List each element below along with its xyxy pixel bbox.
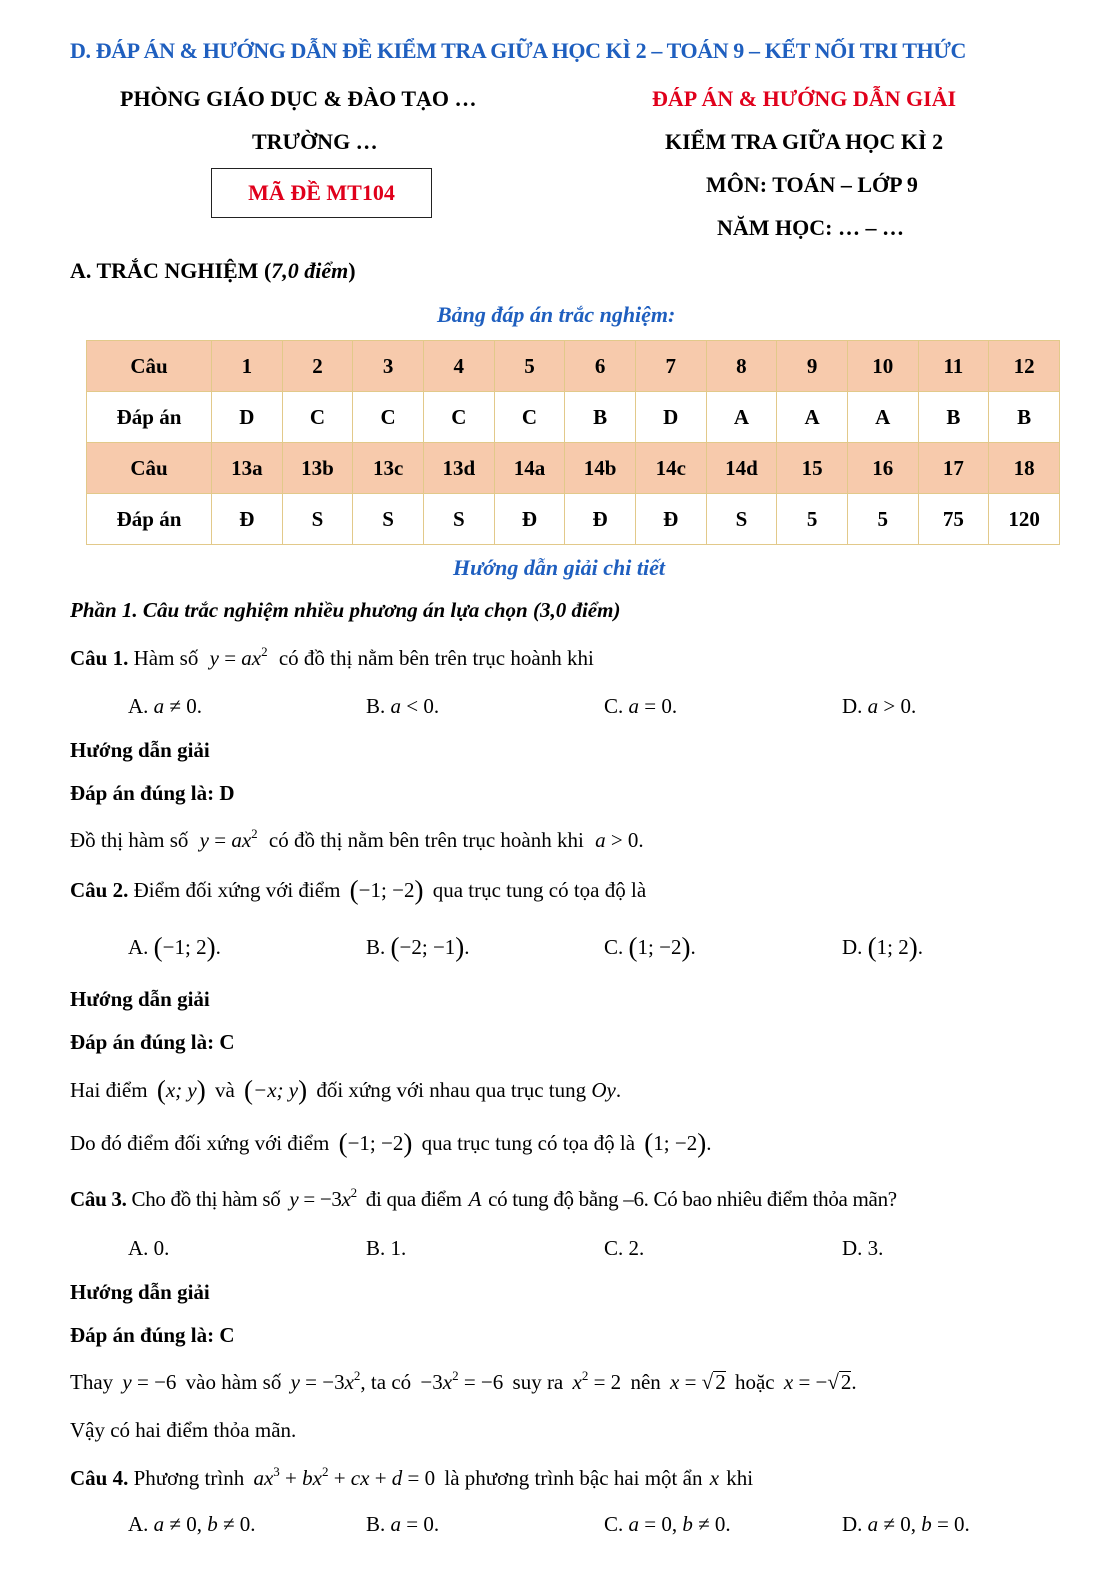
table-cell: 8 — [706, 341, 777, 392]
q1-guide-heading: Hướng dẫn giải — [70, 738, 210, 762]
guide-title: Hướng dẫn giải chi tiết — [453, 555, 666, 580]
table-cell: Đ — [494, 494, 565, 545]
q2-explanation-1: Hai điểm (x; y) và (−x; y) đối xứng với nhau qua trục tung Oy. — [70, 1075, 622, 1105]
answer-guide-title: ĐÁP ÁN & HƯỚNG DẪN GIẢI — [652, 86, 957, 111]
table-cell: 16 — [847, 443, 918, 494]
q2-guide-heading: Hướng dẫn giải — [70, 987, 210, 1011]
exam-code: MÃ ĐỀ MT104 — [248, 180, 395, 205]
q2-option-c: C. (1; −2). — [604, 932, 696, 962]
table-cell: 5 — [494, 341, 565, 392]
q3-option-d: D. 3. — [842, 1236, 884, 1260]
table-cell: 5 — [777, 494, 848, 545]
table-cell: 14d — [706, 443, 777, 494]
table-cell: Đ — [565, 494, 636, 545]
q4-option-d: D. a ≠ 0, b = 0. — [842, 1512, 970, 1536]
q1-function: $y = ax^2$ — [209, 644, 268, 670]
question-1-text-end: có đồ thị nằm bên trên trục hoành khi — [278, 646, 594, 670]
table-cell: 5 — [847, 494, 918, 545]
table-row-header: Câu — [87, 443, 212, 494]
table-cell: B — [565, 392, 636, 443]
table-cell: 18 — [989, 443, 1060, 494]
q4-option-b: B. a = 0. — [366, 1512, 440, 1536]
question-2: Câu 2. Điểm đối xứng với điểm (−1; −2) qua trục tung có tọa độ là — [70, 875, 647, 905]
section-a-close: ) — [348, 258, 356, 283]
table-cell: 3 — [353, 341, 424, 392]
table-row-header: Đáp án — [87, 494, 212, 545]
question-1-text: Hàm số — [133, 646, 199, 670]
table-cell: Đ — [212, 494, 283, 545]
part1-title: Phần 1. Câu trắc nghiệm nhiều phương án lựa chọn (3,0 điểm) — [70, 598, 621, 622]
table-row — [87, 392, 1060, 443]
table-row-header: Câu — [87, 341, 212, 392]
table-cell: D — [212, 392, 283, 443]
table-cell: S — [282, 494, 353, 545]
table-row-header: Đáp án — [87, 392, 212, 443]
table-cell: 9 — [777, 341, 848, 392]
table-cell: 10 — [847, 341, 918, 392]
q2-option-b: B. (−2; −1). — [366, 932, 470, 962]
question-4: Câu 4. Phương trình $ax^3 + bx^2$ + cx + d = 0 là phương trình bậc hai một ẩn x khi — [70, 1464, 754, 1490]
q3-option-a: A. 0. — [128, 1236, 170, 1260]
q3-option-b: B. 1. — [366, 1236, 407, 1260]
table-cell: S — [423, 494, 494, 545]
table-cell: 14c — [635, 443, 706, 494]
q1-option-b: B. a < 0. — [366, 694, 440, 718]
table-cell: A — [777, 392, 848, 443]
section-a-label: A. TRẮC NGHIỆM ( — [70, 258, 272, 283]
table-cell: A — [706, 392, 777, 443]
table-caption: Bảng đáp án trắc nghiệm: — [437, 302, 676, 327]
table-row — [87, 341, 1060, 392]
q3-conclusion: Vậy có hai điểm thỏa mãn. — [70, 1418, 297, 1442]
table-cell: 2 — [282, 341, 353, 392]
q3-guide-heading: Hướng dẫn giải — [70, 1280, 210, 1304]
table-cell: S — [353, 494, 424, 545]
table-cell: 75 — [918, 494, 989, 545]
table-cell: 13d — [423, 443, 494, 494]
table-cell: C — [494, 392, 565, 443]
q1-option-a: A. a ≠ 0. — [128, 694, 202, 718]
table-cell: 6 — [565, 341, 636, 392]
subject-line: MÔN: TOÁN – LỚP 9 — [706, 172, 918, 197]
table-cell: B — [918, 392, 989, 443]
question-3: Câu 3. Cho đồ thị hàm số $y = -3x^2$ đi qua điểm A có tung độ bằng –6. Có bao nhiêu điểm thỏa mãn? — [70, 1185, 897, 1211]
table-cell: C — [423, 392, 494, 443]
table-cell: 12 — [989, 341, 1060, 392]
table-cell: Đ — [635, 494, 706, 545]
q4-option-c: C. a = 0, b ≠ 0. — [604, 1512, 731, 1536]
q3-correct-answer: Đáp án đúng là: C — [70, 1323, 235, 1347]
table-cell: A — [847, 392, 918, 443]
table-cell: 14b — [565, 443, 636, 494]
table-cell: 14a — [494, 443, 565, 494]
q1-option-d: D. a > 0. — [842, 694, 917, 718]
table-row — [87, 494, 1060, 545]
table-cell: 1 — [212, 341, 283, 392]
school-name: TRƯỜNG … — [252, 129, 378, 154]
top-title: D. ĐÁP ÁN & HƯỚNG DẪN ĐỀ KIỂM TRA GIỮA HỌC KÌ 2 – TOÁN 9 – KẾT NỐI TRI THỨC — [70, 38, 966, 63]
school-year: NĂM HỌC: … – … — [717, 215, 904, 240]
table-cell: 13c — [353, 443, 424, 494]
q2-option-a: A. (−1; 2). — [128, 932, 221, 962]
answer-table — [86, 340, 1060, 545]
table-cell: C — [282, 392, 353, 443]
exam-code-box — [211, 168, 432, 218]
table-cell: 15 — [777, 443, 848, 494]
q1-option-c: C. a = 0. — [604, 694, 678, 718]
q2-correct-answer: Đáp án đúng là: C — [70, 1030, 235, 1054]
q4-option-a: A. a ≠ 0, b ≠ 0. — [128, 1512, 256, 1536]
section-a-title — [70, 258, 356, 284]
table-row — [87, 443, 1060, 494]
exam-name: KIỂM TRA GIỮA HỌC KÌ 2 — [665, 129, 944, 154]
table-cell: 7 — [635, 341, 706, 392]
q1-correct-answer: Đáp án đúng là: D — [70, 781, 235, 805]
question-1 — [70, 646, 594, 671]
table-cell: S — [706, 494, 777, 545]
table-cell: 4 — [423, 341, 494, 392]
question-1-label: Câu 1. — [70, 646, 129, 670]
table-cell: 11 — [918, 341, 989, 392]
q2-option-d: D. (1; 2). — [842, 932, 924, 962]
table-cell: B — [989, 392, 1060, 443]
table-cell: 120 — [989, 494, 1060, 545]
table-cell: C — [353, 392, 424, 443]
table-cell: 13a — [212, 443, 283, 494]
table-cell: 13b — [282, 443, 353, 494]
q1-explanation: Đồ thị hàm số $y = ax^2$ có đồ thị nằm bên trên trục hoành khi a > 0. — [70, 826, 644, 852]
q3-explanation: Thay y = −6 vào hàm số $y = -3x^2$, ta có $-3x^2 = -6$ suy ra $x^2 = 2$ nên x = √2 hoặc x = −√2. — [70, 1368, 857, 1394]
department-name: PHÒNG GIÁO DỤC & ĐÀO TẠO … — [120, 86, 477, 111]
q3-option-c: C. 2. — [604, 1236, 645, 1260]
q2-explanation-2: Do đó điểm đối xứng với điểm (−1; −2) qua trục tung có tọa độ là (1; −2). — [70, 1128, 712, 1158]
section-a-points: 7,0 điểm — [271, 258, 349, 283]
table-cell: D — [635, 392, 706, 443]
table-cell: 17 — [918, 443, 989, 494]
